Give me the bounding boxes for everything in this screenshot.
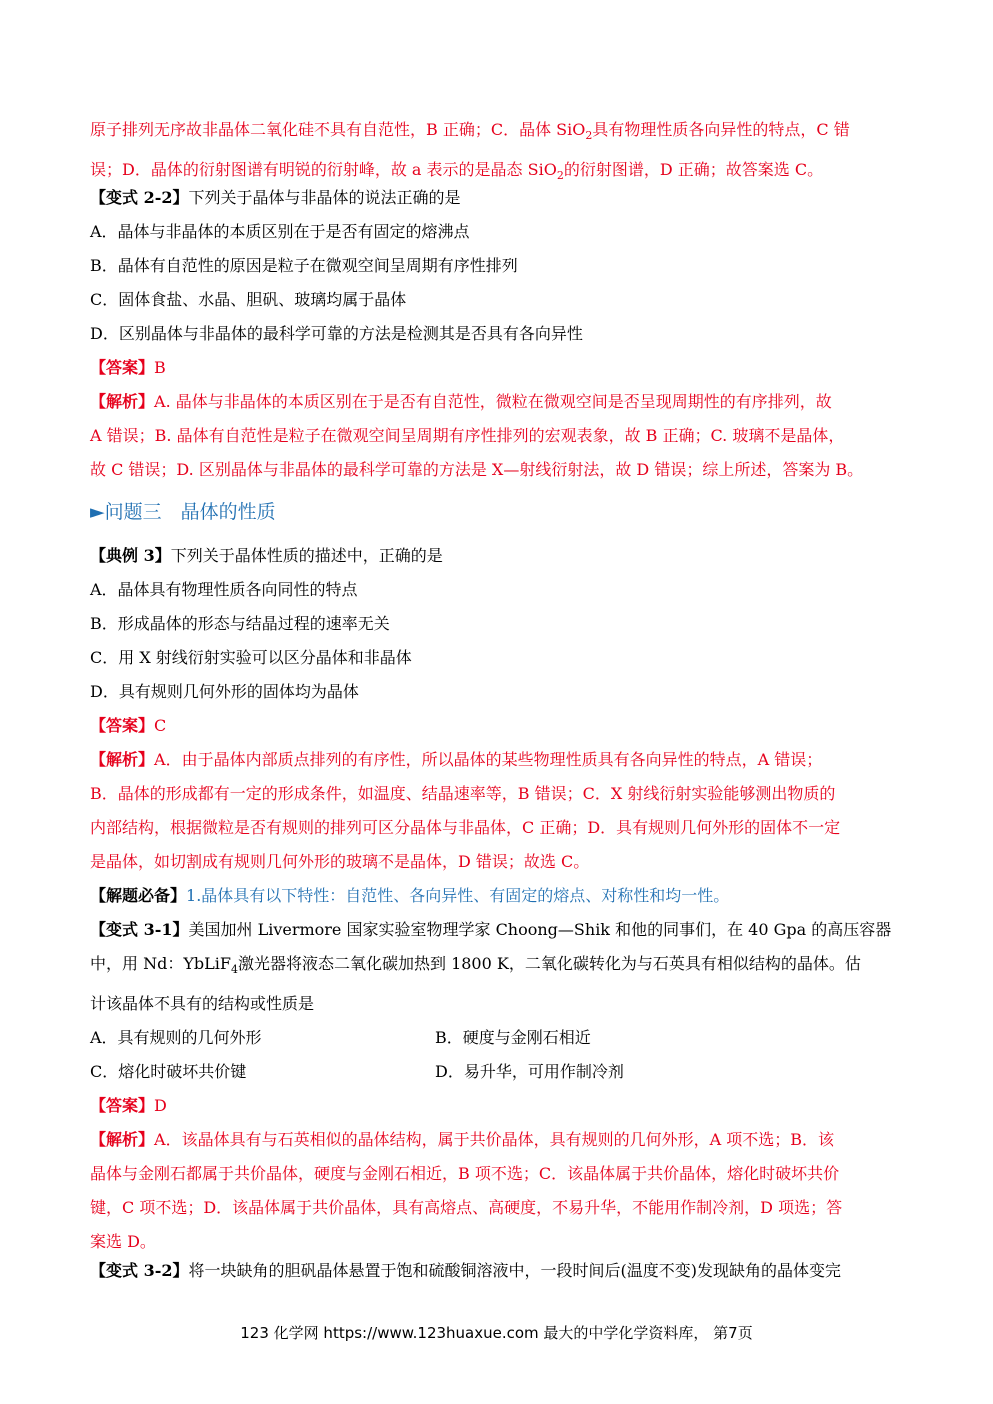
answer-line [90,709,910,743]
analysis-block [90,1123,910,1259]
text-line [90,743,910,777]
option-b: B．晶体有自范性的原因是粒子在微观空间呈周期有序性排列 [90,256,518,275]
text-line [90,113,910,153]
stem-text: 计该晶体不具有的结构或性质是 [90,994,315,1014]
option-a: A．晶体具有物理性质各向同性的特点 [90,580,358,599]
question-tag: 【变式 3-1】 [90,920,189,939]
analysis-text: A. 晶体与非晶体的本质区别在于是否有自范性，微粒在微观空间是否呈现周期性的有序排列，故 [154,392,832,411]
analysis-tag: 【解析】 [90,750,155,769]
analysis-text: A．该晶体具有与石英相似的晶体结构，属于共价晶体，具有规则的几何外形，A 项不选；B．该 [154,1130,834,1150]
example-3 [90,539,910,913]
option-d: D．易升华，可用作制冷剂 [435,1062,624,1082]
answer-tag: 【答案】 [90,358,155,377]
analysis-text: 故 C 错误；D. 区别晶体与非晶体的最科学可靠的方法是 X—射线衍射法，故 D 错误；综上所述，答案为 B。 [90,460,864,479]
answer-line [90,351,910,385]
analysis-tag: 【解析】 [90,392,155,411]
answer-line [90,1089,910,1123]
option-row [90,1055,910,1089]
stem-text: 中，用 Nd：YbLiF [90,954,231,973]
text-segment: 具有物理性质各向异性的特点，C 错 [592,120,850,139]
answer-value: B [154,358,166,377]
tips-line [90,879,910,913]
option-d: D．区别晶体与非晶体的最科学可靠的方法是检测其是否具有各向异性 [90,324,583,343]
analysis-text: A．由于晶体内部质点排列的有序性，所以晶体的某些物理性质具有各向异性的特点，A 错误； [154,750,823,769]
analysis-text: A 错误；B. 晶体有自范性是粒子在微观空间呈周期有序性排列的宏观表象，故 B 正确；C. 玻璃不是晶体， [90,426,845,445]
option-b: B．硬度与金刚石相近 [435,1028,591,1048]
subscript: 2 [585,129,593,143]
question-stem [90,913,910,947]
analysis-tag: 【解析】 [90,1130,155,1150]
analysis-text: 是晶体，如切割成有规则几何外形的玻璃不是晶体，D 错误；故选 C。 [90,852,590,871]
question-stem [90,539,910,573]
option-d: D．具有规则几何外形的固体均为晶体 [90,682,359,701]
analysis-text: B．晶体的形成都有一定的形成条件，如温度、结晶速率等，B 错误；C．X 射线衍射实验能够测出物质的 [90,784,836,803]
text-line [90,1123,910,1157]
answer-value: C [154,716,167,735]
tips-tag: 【解题必备】 [90,886,187,905]
text-segment: 误；D．晶体的衍射图谱有明锐的衍射峰，故 a 表示的是晶态 SiO [90,160,557,180]
question-tag: 【典例 3】 [90,546,171,565]
stem-text: 下列关于晶体与非晶体的说法正确的是 [188,188,461,207]
analysis-text: 内部结构，根据微粒是否有规则的排列可区分晶体与非晶体，C 正确；D．具有规则几何外形的固体不一定 [90,818,841,837]
text-line [90,385,910,419]
question-stem [90,1254,910,1288]
stem-text: 将一块缺角的胆矾晶体悬置于饱和硫酸铜溶液中，一段时间后(温度不变)发现缺角的晶体变完 [188,1261,841,1280]
analysis-block [90,743,910,879]
section-heading: ►问题三 晶体的性质 [90,501,276,523]
subscript: 4 [230,963,238,977]
option-c: C．固体食盐、水晶、胆矾、玻璃均属于晶体 [90,290,407,309]
tips-text: 1.晶体具有以下特性：自范性、各向异性、有固定的熔点、对称性和均一性。 [186,886,730,905]
answer-value: D [154,1096,167,1116]
answer-tag: 【答案】 [90,1096,155,1116]
text-segment: 的衍射图谱，D 正确；故答案选 C。 [563,160,824,180]
analysis-text: 案选 D。 [90,1232,156,1252]
stem-text: 下列关于晶体性质的描述中，正确的是 [170,546,443,565]
text-segment: 原子排列无序故非晶体二氧化硅不具有自范性，B 正确；C．晶体 SiO [90,120,586,139]
option-a: A．晶体与非晶体的本质区别在于是否有固定的熔沸点 [90,222,470,241]
option-b: B．形成晶体的形态与结晶过程的速率无关 [90,614,390,633]
question-stem [90,181,910,215]
answer-tag: 【答案】 [90,716,155,735]
page-footer: 123 化学网 https://www.123huaxue.com 最大的中学化学资料库， 第7页 [240,1324,753,1342]
question-tag: 【变式 3-2】 [90,1261,189,1280]
question-tag: 【变式 2-2】 [90,188,189,207]
option-c: C．用 X 射线衍射实验可以区分晶体和非晶体 [90,648,412,667]
variant-2-2 [90,181,910,487]
subscript: 2 [556,169,564,183]
stem-text: 激光器将液态二氧化碳加热到 1800 K，二氧化碳转化为与石英具有相似结构的晶体。估 [237,954,861,973]
option-c: C．熔化时破坏共价键 [90,1062,247,1082]
variant-3-2 [90,1254,910,1288]
stem-text: 美国加州 Livermore 国家实验室物理学家 Choong—Shik 和他的同事们，在 40 Gpa 的高压容器 [188,920,892,939]
text-line [90,947,910,987]
analysis-block [90,385,910,487]
analysis-text: 晶体与金刚石都属于共价晶体，硬度与金刚石相近，B 项不选；C．该晶体属于共价晶体，熔化时破坏共价 [90,1164,840,1184]
option-a: A．具有规则的几何外形 [90,1028,262,1048]
analysis-text: 键，C 项不选；D．该晶体属于共价晶体，具有高熔点、高硬度，不易升华，不能用作制冷剂，D 项选；答 [90,1198,843,1218]
option-row [90,1021,910,1055]
variant-3-1 [90,913,910,1259]
